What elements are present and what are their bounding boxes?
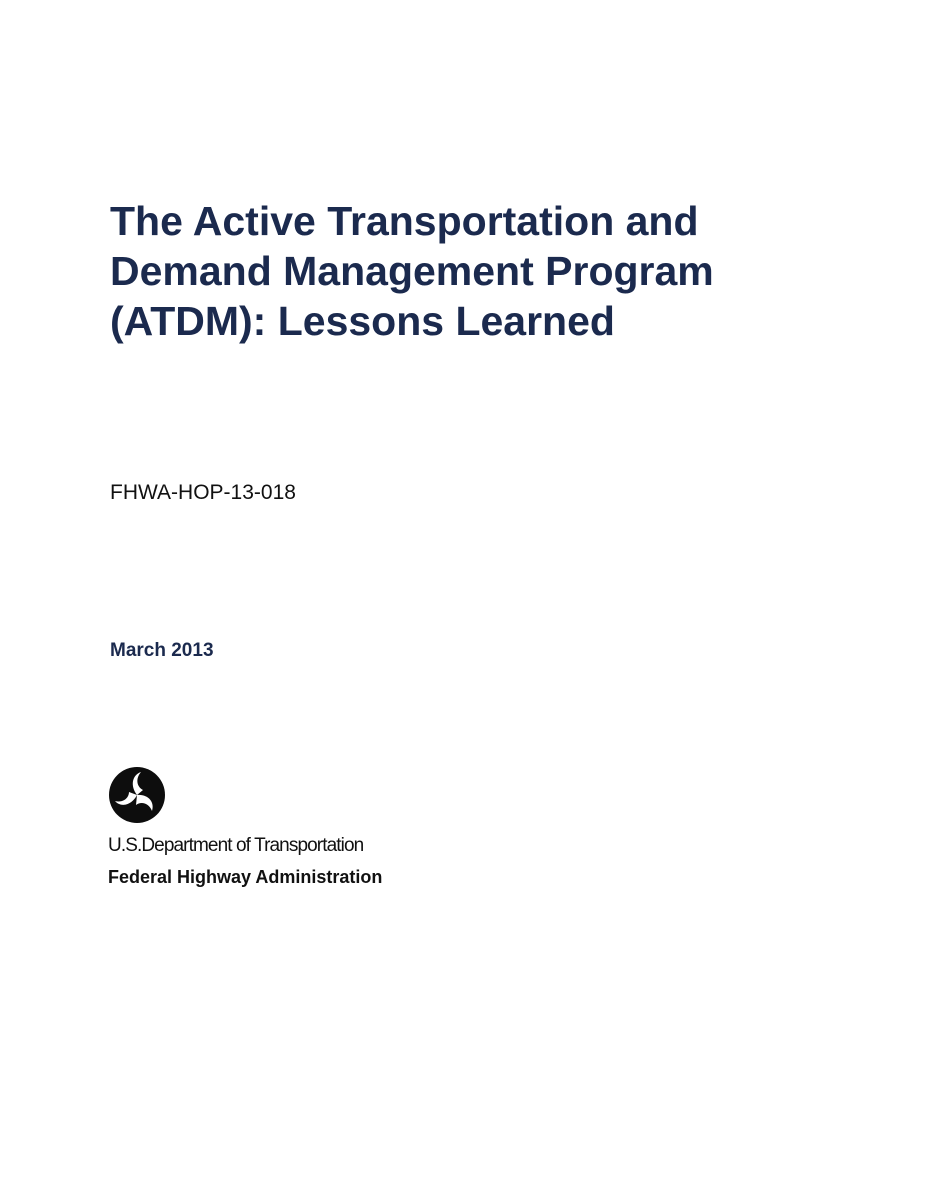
publication-date: March 2013 [110,640,214,661]
report-title-line-3: (ATDM): Lessons Learned [110,298,615,344]
report-title-line-2: Demand Management Program [110,248,714,294]
report-title-line-1: The Active Transportation and [110,198,699,244]
usdot-triskelion-logo-icon [108,766,166,824]
report-title [110,196,810,346]
report-number: FHWA-HOP-13-018 [110,481,296,504]
agency-name: Federal Highway Administration [108,867,383,887]
department-name: U.S.Department of Transportation [108,835,364,856]
